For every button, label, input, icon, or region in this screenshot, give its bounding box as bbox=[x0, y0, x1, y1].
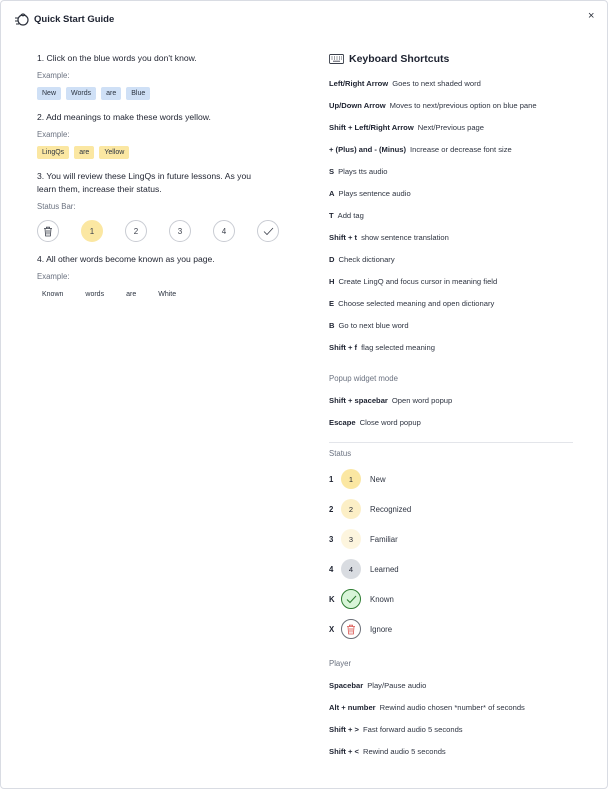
status-4-button[interactable]: 4 bbox=[213, 220, 235, 242]
status-key: X bbox=[329, 624, 335, 634]
dialog-title: Quick Start Guide bbox=[34, 13, 115, 25]
shortcut-desc: Plays sentence audio bbox=[338, 189, 411, 198]
divider bbox=[329, 442, 573, 443]
example-chip: are bbox=[74, 146, 94, 159]
shortcut-row bbox=[329, 396, 452, 406]
shortcut-key: Escape bbox=[329, 418, 356, 427]
shortcut-desc: Goes to next shaded word bbox=[392, 79, 481, 88]
status-known-button[interactable] bbox=[257, 220, 279, 242]
quick-start-steps bbox=[37, 52, 297, 301]
shortcut-row bbox=[329, 747, 446, 757]
shortcut-row bbox=[329, 233, 449, 243]
step-2-text: 2. Add meanings to make these words yellow. bbox=[37, 112, 211, 122]
status-3-button[interactable]: 3 bbox=[169, 220, 191, 242]
shortcut-key: B bbox=[329, 321, 335, 330]
status-label: New bbox=[370, 474, 386, 484]
shortcut-desc: Rewind audio 5 seconds bbox=[362, 747, 446, 756]
shortcut-key: D bbox=[329, 255, 335, 264]
shortcut-row bbox=[329, 681, 426, 691]
shortcut-key: Shift + f bbox=[329, 343, 358, 352]
status-row-known bbox=[329, 589, 394, 609]
shortcut-desc: flag selected meaning bbox=[361, 343, 435, 352]
shortcut-row bbox=[329, 299, 494, 309]
example-label: Example: bbox=[37, 130, 70, 139]
shortcut-desc: Fast forward audio 5 seconds bbox=[362, 725, 463, 734]
shortcut-row bbox=[329, 167, 387, 177]
dialog-header bbox=[14, 10, 114, 28]
status-row-familiar bbox=[329, 529, 398, 549]
shortcut-key: E bbox=[329, 299, 335, 308]
status-row-ignore bbox=[329, 619, 392, 639]
shortcuts-heading bbox=[329, 52, 574, 66]
shortcut-desc: Go to next blue word bbox=[338, 321, 409, 330]
status-label: Learned bbox=[370, 564, 399, 574]
status-label: Ignore bbox=[370, 624, 393, 634]
step-4-examples bbox=[37, 288, 297, 301]
shortcut-row bbox=[329, 101, 537, 111]
example-chip: are bbox=[101, 87, 121, 100]
shortcut-desc: Rewind audio chosen *number* of seconds bbox=[379, 703, 525, 712]
shortcut-row bbox=[329, 255, 395, 265]
shortcuts-title: Keyboard Shortcuts bbox=[349, 53, 450, 65]
status-label: Known bbox=[370, 594, 394, 604]
status-section-title: Status bbox=[329, 449, 352, 458]
shortcut-desc: Close word popup bbox=[359, 418, 421, 427]
shortcut-key: A bbox=[329, 189, 335, 198]
step-1-text: 1. Click on the blue words you don't know. bbox=[37, 53, 197, 63]
shortcut-key: Shift + t bbox=[329, 233, 358, 242]
status-badge: 2 bbox=[341, 499, 361, 519]
example-label: Example: bbox=[37, 272, 70, 281]
example-chip: New bbox=[37, 87, 61, 100]
check-icon bbox=[263, 227, 274, 236]
step-4-text: 4. All other words become known as you page. bbox=[37, 254, 215, 264]
shortcut-key: + (Plus) and - (Minus) bbox=[329, 145, 406, 154]
status-row-new bbox=[329, 469, 386, 489]
shortcut-desc: Play/Pause audio bbox=[367, 681, 427, 690]
status-label: Recognized bbox=[370, 504, 412, 514]
example-chip: Blue bbox=[126, 87, 150, 100]
shortcut-row bbox=[329, 277, 497, 287]
status-key: 3 bbox=[329, 534, 334, 544]
step-3-text-line2: learn them, increase their status. bbox=[37, 184, 162, 194]
shortcut-row bbox=[329, 703, 525, 713]
shortcut-key: Shift + Left/Right Arrow bbox=[329, 123, 414, 132]
status-badge bbox=[341, 589, 361, 609]
example-chip: Yellow bbox=[99, 146, 129, 159]
step-1-examples bbox=[37, 87, 297, 100]
status-ignore-button[interactable] bbox=[37, 220, 59, 242]
shortcut-row bbox=[329, 189, 411, 199]
example-chip: words bbox=[85, 291, 105, 298]
shortcut-desc: Plays tts audio bbox=[338, 167, 388, 176]
status-badge bbox=[341, 619, 361, 639]
player-section-title: Player bbox=[329, 659, 352, 668]
status-2-button[interactable]: 2 bbox=[125, 220, 147, 242]
shortcut-desc: Moves to next/previous option on blue pane bbox=[389, 101, 537, 110]
shortcut-key: S bbox=[329, 167, 335, 176]
shortcut-key: T bbox=[329, 211, 334, 220]
check-icon bbox=[346, 595, 357, 604]
lingq-logo-icon bbox=[14, 11, 30, 27]
shortcut-row bbox=[329, 321, 409, 331]
example-chip: Words bbox=[66, 87, 96, 100]
shortcut-desc: Increase or decrease font size bbox=[410, 145, 512, 154]
status-badge: 3 bbox=[341, 529, 361, 549]
step-2-examples bbox=[37, 146, 297, 159]
example-chip: White bbox=[158, 291, 177, 298]
shortcut-row bbox=[329, 725, 463, 735]
keyboard-icon bbox=[329, 54, 344, 64]
popup-section-title: Popup widget mode bbox=[329, 374, 398, 383]
shortcut-desc: Open word popup bbox=[391, 396, 453, 405]
status-key: 2 bbox=[329, 504, 334, 514]
status-badge: 1 bbox=[341, 469, 361, 489]
status-label: Familiar bbox=[370, 534, 398, 544]
status-row-recognized bbox=[329, 499, 411, 519]
status-badge: 4 bbox=[341, 559, 361, 579]
shortcut-desc: show sentence translation bbox=[361, 233, 449, 242]
shortcut-key: Shift + > bbox=[329, 725, 359, 734]
shortcut-key: Shift + spacebar bbox=[329, 396, 388, 405]
shortcut-desc: Create LingQ and focus cursor in meaning field bbox=[338, 277, 498, 286]
shortcut-desc: Check dictionary bbox=[338, 255, 395, 264]
shortcut-row bbox=[329, 123, 484, 133]
trash-icon bbox=[346, 624, 356, 635]
shortcut-key: Shift + < bbox=[329, 747, 359, 756]
shortcut-row bbox=[329, 211, 364, 221]
shortcut-row bbox=[329, 145, 512, 155]
example-chip: Known bbox=[42, 291, 64, 298]
status-1-button[interactable]: 1 bbox=[81, 220, 103, 242]
shortcut-row bbox=[329, 343, 435, 353]
shortcut-row bbox=[329, 418, 421, 428]
shortcut-key: Alt + number bbox=[329, 703, 376, 712]
status-key: K bbox=[329, 594, 335, 604]
shortcut-key: Up/Down Arrow bbox=[329, 101, 386, 110]
shortcut-key: Left/Right Arrow bbox=[329, 79, 389, 88]
status-bar bbox=[37, 220, 297, 242]
trash-icon bbox=[43, 226, 53, 237]
status-key: 1 bbox=[329, 474, 334, 484]
status-row-learned bbox=[329, 559, 399, 579]
shortcut-key: Spacebar bbox=[329, 681, 364, 690]
step-3-text-line1: 3. You will review these LingQs in future lessons. As you bbox=[37, 171, 252, 181]
example-chip: are bbox=[126, 291, 137, 298]
shortcut-row bbox=[329, 79, 481, 89]
status-key: 4 bbox=[329, 564, 334, 574]
shortcut-desc: Next/Previous page bbox=[417, 123, 485, 132]
shortcut-desc: Add tag bbox=[337, 211, 364, 220]
shortcut-key: H bbox=[329, 277, 335, 286]
keyboard-shortcuts-panel bbox=[329, 52, 574, 756]
status-bar-label: Status Bar: bbox=[37, 202, 76, 211]
close-icon[interactable]: × bbox=[588, 10, 595, 22]
shortcut-desc: Choose selected meaning and open dictionary bbox=[338, 299, 495, 308]
example-chip: LingQs bbox=[37, 146, 69, 159]
example-label: Example: bbox=[37, 71, 70, 80]
